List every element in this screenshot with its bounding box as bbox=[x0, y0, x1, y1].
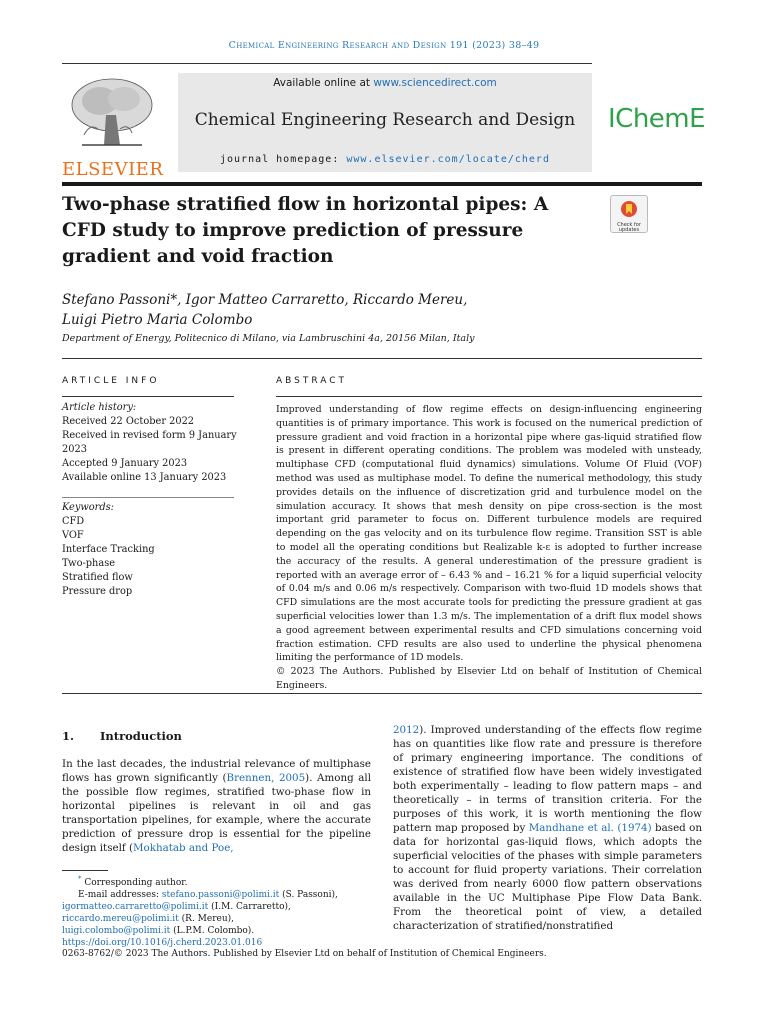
elsevier-tree-icon bbox=[62, 75, 157, 153]
keywords-label: Keywords: bbox=[62, 502, 114, 513]
footnote-marker: * bbox=[78, 875, 82, 883]
email-line-1 bbox=[62, 889, 372, 901]
intro-text-4: based on data for horizontal gas-liquid flows, which adopts the superficial velocities of the phases with simple parameters to account for fluid property variations. Their correlation was derived from nearly 6000 flow pattern observations available in the UC Multiphase Pipe Flow Data Bank. From the theoretical point of view, a detailed characterization of stratified/nonstratified bbox=[393, 822, 703, 932]
available-prefix: Available online at bbox=[273, 77, 374, 89]
email-link[interactable]: riccardo.mereu@polimi.it bbox=[62, 914, 179, 924]
journal-name: Chemical Engineering Research and Design bbox=[194, 110, 576, 130]
authors-line-2[interactable]: Luigi Pietro Maria Colombo bbox=[62, 312, 253, 328]
keyword-item: Stratified flow bbox=[62, 572, 133, 583]
bookmark-icon bbox=[619, 199, 639, 219]
abstract-rule bbox=[276, 396, 702, 397]
email-label: E-mail addresses: bbox=[78, 890, 162, 900]
email-owner: (I.M. Carraretto), bbox=[208, 902, 291, 912]
publisher-name: ELSEVIER bbox=[62, 159, 164, 180]
article-title: Two-phase stratified flow in horizontal pipes: A CFD study to improve prediction of pressure gradient and void fraction bbox=[62, 194, 549, 267]
affiliation: Department of Energy, Politecnico di Milano, via Lambruschini 4a, 20156 Milan, Italy bbox=[62, 333, 475, 344]
homepage-prefix: journal homepage: bbox=[220, 154, 347, 165]
article-info-heading: ARTICLE INFO bbox=[62, 376, 160, 386]
doi-link[interactable]: https://doi.org/10.1016/j.cherd.2023.01.016 bbox=[62, 938, 263, 948]
intro-paragraph-right bbox=[393, 723, 702, 933]
abstract-copyright: © 2023 The Authors. Published by Elsevier Ltd on behalf of Institution of Chemical Engineers. bbox=[276, 666, 702, 691]
running-head: Chemical Engineering Research and Design 191 (2023) 38–49 bbox=[228, 40, 540, 51]
abstract-text: Improved understanding of flow regime effects on design-influencing engineering quantities is of primary importance. This work is focused on the numerical prediction of pressure gradient and void fraction in a horizontal pipe where gas-liquid stratified flow is present in different operating conditions. The problem was modeled with unsteady, multiphase CFD (computational fluid dynamics) simulations. Volume Of Fluid (VOF) method was used as multiphase model. To define the numerical methodology, this study provides details on the influence of discretization grid and turbulence model on the simulation accuracy. It shows that mesh density on pipe cross-section is the most important grid parameter to focus on. Different turbulence models are required depending on the gas velocity and on its turbulence flow regime. Transition SST is able to model all the operating conditions but Realizable k-ε is adopted to further increase the accuracy of the results. A general underestimation of the pressure gradient is reported with an average error of – 6.43 % and – 16.21 % for a liquid superficial velocity of 0.04 m/s and 0.06 m/s respectively. Comparison with two-fluid 1D models shows that CFD simulations are the most accurate tools for predicting the pressure gradient at gas superficial velocities lower than 1.3 m/s. The implementation of a drift flux model shows a good agreement between experimental results and CFD simulations concerning void fraction estimation. CFD results are also used to underline the physical phenomena limiting the performance of 1D models. bbox=[276, 404, 702, 664]
citation-link[interactable]: Mokhatab and Poe, bbox=[132, 842, 234, 854]
citation-link[interactable]: Brennen, 2005 bbox=[226, 772, 306, 784]
author-list bbox=[62, 290, 542, 330]
history-revised: Received in revised form 9 January 2023 bbox=[62, 430, 237, 455]
history-online: Available online 13 January 2023 bbox=[62, 472, 227, 483]
abstract-heading: ABSTRACT bbox=[276, 376, 348, 386]
article-info-rule bbox=[62, 396, 234, 397]
keywords bbox=[62, 501, 238, 599]
citation-link[interactable]: 2012 bbox=[393, 724, 420, 736]
section-heading-introduction bbox=[62, 729, 182, 743]
history-received: Received 22 October 2022 bbox=[62, 416, 195, 427]
keyword-item: CFD bbox=[62, 516, 85, 527]
footnote-rule bbox=[62, 870, 108, 871]
elsevier-logo[interactable] bbox=[62, 75, 164, 180]
section-title: Introduction bbox=[100, 729, 182, 743]
email-line-2 bbox=[62, 901, 372, 913]
intro-paragraph-left bbox=[62, 757, 371, 855]
copyright-line: 0263-8762/© 2023 The Authors. Published by Elsevier Ltd on behalf of Institution of Chemical Engineers. bbox=[62, 949, 547, 959]
sciencedirect-link[interactable]: www.sciencedirect.com bbox=[373, 77, 497, 89]
check-updates-label: Check for updates bbox=[617, 222, 641, 233]
email-owner: (S. Passoni), bbox=[279, 890, 338, 900]
email-owner: (R. Mereu), bbox=[178, 914, 235, 924]
intro-text-2: ). Among all the possible flow regimes, stratified two-phase flow in horizontal pipelines is relevant in oil and gas transportation pipelines, for example, where the accurate prediction of pressure drop is essential for the pipeline design itself ( bbox=[62, 772, 371, 854]
body-rule bbox=[62, 693, 702, 694]
email-owner: (L.P.M. Colombo). bbox=[170, 926, 255, 936]
authors-line-1[interactable]: Stefano Passoni*, Igor Matteo Carraretto, Riccardo Mereu, bbox=[62, 292, 468, 308]
available-online bbox=[178, 77, 592, 89]
footnote bbox=[62, 873, 372, 949]
keywords-rule bbox=[62, 497, 234, 498]
check-for-updates-button[interactable] bbox=[610, 195, 648, 233]
keyword-item: Two-phase bbox=[62, 558, 116, 569]
corresponding-author-note bbox=[62, 873, 372, 889]
article-history bbox=[62, 401, 238, 485]
section-rule bbox=[62, 358, 702, 359]
email-link[interactable]: stefano.passoni@polimi.it bbox=[161, 890, 280, 900]
journal-homepage bbox=[178, 154, 592, 165]
icheme-logo[interactable]: IChemE bbox=[608, 104, 706, 134]
intro-text-1: In the last decades, the industrial relevance of multiphase flows has grown significantly ( bbox=[62, 758, 371, 784]
email-link[interactable]: igormatteo.carraretto@polimi.it bbox=[62, 902, 209, 912]
history-label: Article history: bbox=[62, 402, 137, 413]
keyword-item: Pressure drop bbox=[62, 586, 133, 597]
title-rule bbox=[62, 182, 702, 186]
homepage-link[interactable]: www.elsevier.com/locate/cherd bbox=[346, 154, 550, 165]
email-line-4 bbox=[62, 925, 372, 937]
abstract-body bbox=[276, 403, 702, 693]
corresponding-label: Corresponding author. bbox=[84, 878, 188, 888]
history-accepted: Accepted 9 January 2023 bbox=[62, 458, 188, 469]
header-rule bbox=[62, 63, 592, 64]
section-number: 1. bbox=[62, 729, 75, 743]
intro-text-3: ). Improved understanding of the effects flow regime has on quantities like flow rate and pressure is therefore of primary engineering importance. The conditions of existence of stratified flow have been widely investigated both experimentally – leading to flow pattern maps – and theoretically – in terms of transition criteria. For the purposes of this work, it is worth mentioning the flow pattern map proposed by bbox=[393, 724, 702, 834]
keyword-item: Interface Tracking bbox=[62, 544, 155, 555]
citation-link[interactable]: Mandhane et al. (1974) bbox=[528, 822, 652, 834]
email-link[interactable]: luigi.colombo@polimi.it bbox=[62, 926, 171, 936]
email-line-3 bbox=[62, 913, 372, 925]
keyword-item: VOF bbox=[62, 530, 84, 541]
